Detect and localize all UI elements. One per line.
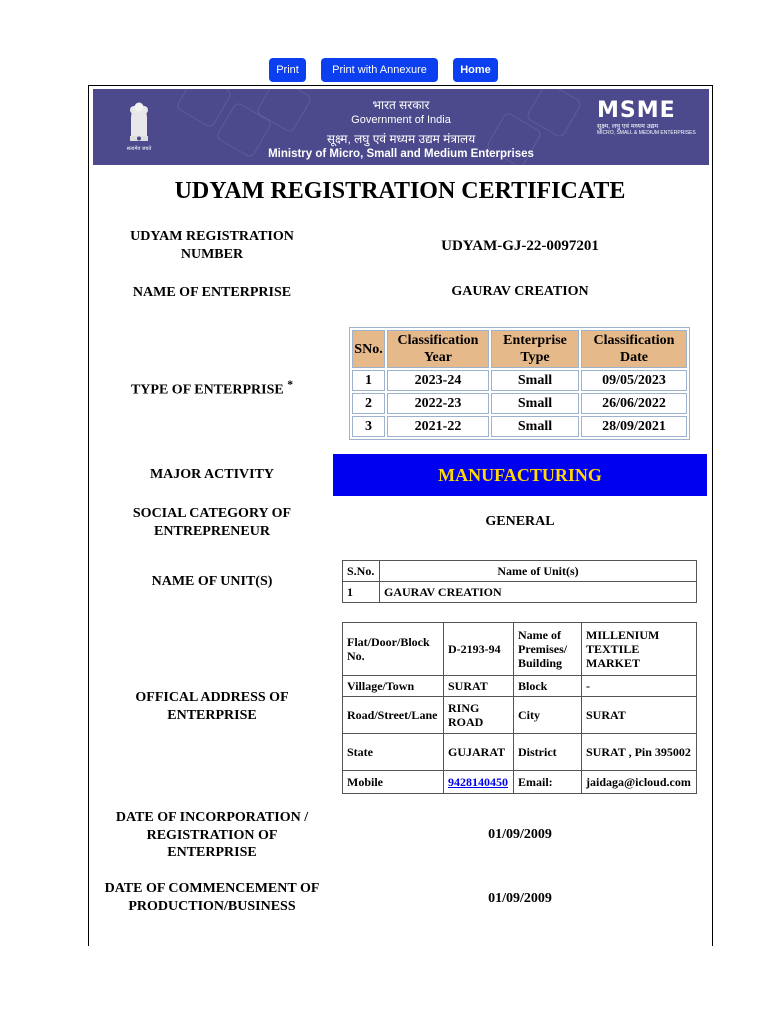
block-value: - — [582, 676, 697, 697]
cell-date: 09/05/2023 — [581, 370, 687, 391]
cell-type: Small — [491, 370, 579, 391]
cell-type: Small — [491, 393, 579, 414]
major-activity-value: MANUFACTURING — [333, 454, 707, 496]
cell-sno: 3 — [352, 416, 385, 437]
mobile-label: Mobile — [343, 771, 444, 794]
cell-year: 2023-24 — [387, 370, 489, 391]
classification-table — [349, 327, 690, 440]
print-with-annexure-button[interactable]: Print with Annexure — [321, 58, 438, 82]
commencement-label: DATE OF COMMENCEMENT OF PRODUCTION/BUSINESS — [104, 881, 320, 914]
cell-type: Small — [491, 416, 579, 437]
header-classification-year: Classification Year — [387, 330, 489, 368]
header-sno: S.No. — [343, 561, 380, 582]
units-table — [342, 560, 697, 603]
mobile-link[interactable]: 9428140450 — [448, 775, 508, 789]
cell-year: 2022-23 — [387, 393, 489, 414]
flat-label: Flat/Door/Block No. — [343, 623, 444, 676]
state-value: GUJARAT — [444, 734, 514, 771]
table-row — [352, 370, 687, 391]
email-label: Email: — [514, 771, 582, 794]
mobile-cell — [444, 771, 514, 794]
road-label: Road/Street/Lane — [343, 697, 444, 734]
road-value: RING ROAD — [444, 697, 514, 734]
enterprise-name-value: GAURAV CREATION — [451, 284, 589, 299]
table-row — [352, 416, 687, 437]
header-unit-name: Name of Unit(s) — [380, 561, 697, 582]
social-category-label: SOCIAL CATEGORY OF ENTREPRENEUR — [132, 506, 292, 539]
print-button[interactable]: Print — [269, 58, 306, 82]
emblem-caption: सत्यमेव जयते — [126, 146, 152, 152]
table-header-row — [352, 330, 687, 368]
email-value: jaidaga@icloud.com — [582, 771, 697, 794]
village-value: SURAT — [444, 676, 514, 697]
premises-label: Name of Premises/ Building — [514, 623, 582, 676]
district-value: SURAT , Pin 395002 — [582, 734, 697, 771]
address-label: OFFICAL ADDRESS OF ENTERPRISE — [135, 690, 289, 723]
address-table — [342, 622, 697, 794]
reg-number-label: UDYAM REGISTRATION NUMBER — [130, 229, 294, 262]
incorporation-label: DATE OF INCORPORATION / REGISTRATION OF ENTERPRISE — [115, 810, 309, 860]
flat-value: D-2193-94 — [444, 623, 514, 676]
commencement-date: 01/09/2009 — [488, 891, 552, 906]
village-label: Village/Town — [343, 676, 444, 697]
cell-sno: 1 — [352, 370, 385, 391]
banner-hindi-ministry: सूक्ष्म, लघु एवं मध्यम उद्यम मंत्रालय — [326, 132, 476, 146]
enterprise-type-label-text: TYPE OF ENTERPRISE — [130, 382, 284, 398]
block-label: Block — [514, 676, 582, 697]
table-row — [343, 734, 697, 771]
certificate-title: UDYAM REGISTRATION CERTIFICATE — [174, 178, 626, 204]
cell-date: 28/09/2021 — [581, 416, 687, 437]
incorporation-date: 01/09/2009 — [488, 827, 552, 842]
table-header-row — [343, 561, 697, 582]
enterprise-name-label: NAME OF ENTERPRISE — [132, 285, 292, 300]
home-button[interactable]: Home — [453, 58, 498, 82]
social-category-value: GENERAL — [485, 514, 555, 529]
district-label: District — [514, 734, 582, 771]
cell-sno: 1 — [343, 582, 380, 603]
city-value: SURAT — [582, 697, 697, 734]
government-banner — [93, 89, 709, 165]
banner-government-of-india: Government of India — [351, 114, 451, 126]
enterprise-type-label — [104, 376, 320, 399]
cell-unit-name: GAURAV CREATION — [380, 582, 697, 603]
header-enterprise-type: Enterprise Type — [491, 330, 579, 368]
state-label: State — [343, 734, 444, 771]
msme-logo: MSME — [597, 98, 676, 123]
header-classification-date: Classification Date — [581, 330, 687, 368]
msme-logo-hindi: सूक्ष्म, लघु एवं मध्यम उद्यम — [597, 123, 659, 130]
table-row — [343, 697, 697, 734]
city-label: City — [514, 697, 582, 734]
asterisk-mark: * — [287, 378, 294, 391]
table-row — [343, 676, 697, 697]
table-row — [343, 771, 697, 794]
msme-logo-english: MICRO, SMALL & MEDIUM ENTERPRISES — [597, 130, 696, 136]
reg-number-value: UDYAM-GJ-22-0097201 — [441, 238, 599, 254]
units-label: NAME OF UNIT(S) — [151, 574, 273, 589]
cell-sno: 2 — [352, 393, 385, 414]
premises-value: MILLENIUM TEXTILE MARKET — [582, 623, 697, 676]
banner-ministry: Ministry of Micro, Small and Medium Enterprises — [268, 148, 534, 160]
cell-year: 2021-22 — [387, 416, 489, 437]
cell-date: 26/06/2022 — [581, 393, 687, 414]
table-row — [352, 393, 687, 414]
table-row — [343, 623, 697, 676]
banner-hindi-government: भारत सरकार — [372, 98, 430, 112]
table-row — [343, 582, 697, 603]
header-sno: SNo. — [352, 330, 385, 368]
major-activity-label: MAJOR ACTIVITY — [149, 467, 275, 482]
